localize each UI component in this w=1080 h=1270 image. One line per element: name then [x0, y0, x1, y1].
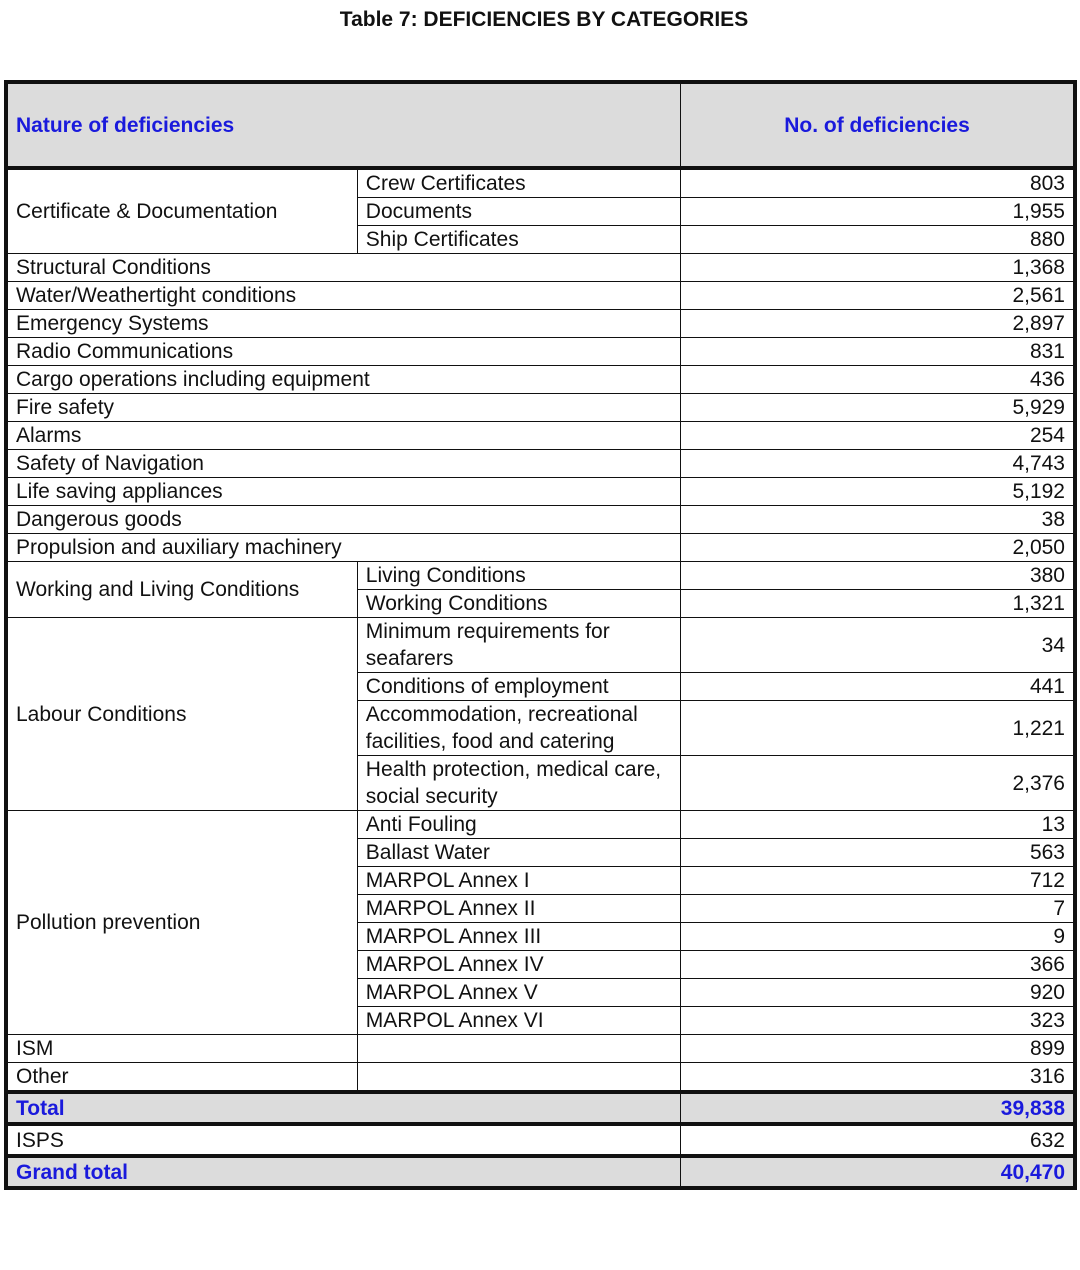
row-label: Alarms: [6, 422, 681, 450]
table-row: [6, 394, 1075, 422]
row-value: 2,376: [681, 756, 1075, 811]
sub-label: MARPOL Annex IV: [357, 951, 680, 979]
grand-total-row: [6, 1156, 1075, 1188]
sub-label: MARPOL Annex I: [357, 867, 680, 895]
group-label-labour: Labour Conditions: [6, 618, 357, 811]
row-value: 1,955: [681, 198, 1075, 226]
row-label: Safety of Navigation: [6, 450, 681, 478]
table-row: [6, 562, 1075, 590]
total-value: 39,838: [681, 1092, 1075, 1124]
row-value: 563: [681, 839, 1075, 867]
row-value: 366: [681, 951, 1075, 979]
sub-label: MARPOL Annex VI: [357, 1007, 680, 1035]
table-row: [6, 534, 1075, 562]
row-value: 34: [681, 618, 1075, 673]
grand-total-label: Grand total: [6, 1156, 681, 1188]
group-label-pollution: Pollution prevention: [6, 811, 357, 1035]
table-row: [6, 1063, 1075, 1093]
table-row: [6, 338, 1075, 366]
sub-label: MARPOL Annex III: [357, 923, 680, 951]
table-row: [6, 254, 1075, 282]
sub-label: MARPOL Annex II: [357, 895, 680, 923]
row-value: 13: [681, 811, 1075, 839]
table-row: [6, 618, 1075, 673]
row-value: 316: [681, 1063, 1075, 1093]
header-nature: Nature of deficiencies: [6, 82, 681, 168]
row-label: Other: [6, 1063, 357, 1093]
row-label: Life saving appliances: [6, 478, 681, 506]
row-value: 1,221: [681, 701, 1075, 756]
sub-label: Ballast Water: [357, 839, 680, 867]
table-row: [6, 811, 1075, 839]
row-value: 5,929: [681, 394, 1075, 422]
row-label: Fire safety: [6, 394, 681, 422]
table-row: [6, 422, 1075, 450]
row-value: 831: [681, 338, 1075, 366]
sub-label: Conditions of employment: [357, 673, 680, 701]
table-row: [6, 1124, 1075, 1156]
row-value: 1,368: [681, 254, 1075, 282]
sub-label: Documents: [357, 198, 680, 226]
empty-cell: [357, 1063, 680, 1093]
row-value: 920: [681, 979, 1075, 1007]
row-label: Structural Conditions: [6, 254, 681, 282]
sub-label: Accommodation, recreational facilities, food and catering: [357, 701, 680, 756]
table-row: [6, 282, 1075, 310]
row-value: 899: [681, 1035, 1075, 1063]
sub-label: Living Conditions: [357, 562, 680, 590]
row-value: 5,192: [681, 478, 1075, 506]
grand-total-value: 40,470: [681, 1156, 1075, 1188]
row-value: 1,321: [681, 590, 1075, 618]
row-label: Cargo operations including equipment: [6, 366, 681, 394]
sub-label: Ship Certificates: [357, 226, 680, 254]
table-row: [6, 478, 1075, 506]
row-value: 4,743: [681, 450, 1075, 478]
row-value: 632: [681, 1124, 1075, 1156]
table-row: [6, 168, 1075, 198]
total-label: Total: [6, 1092, 681, 1124]
row-value: 880: [681, 226, 1075, 254]
row-label: Water/Weathertight conditions: [6, 282, 681, 310]
sub-label: Health protection, medical care, social security: [357, 756, 680, 811]
total-row: [6, 1092, 1075, 1124]
sub-label: Crew Certificates: [357, 168, 680, 198]
table-row: [6, 1035, 1075, 1063]
row-value: 441: [681, 673, 1075, 701]
row-value: 38: [681, 506, 1075, 534]
row-value: 436: [681, 366, 1075, 394]
sub-label: Working Conditions: [357, 590, 680, 618]
row-label: ISPS: [6, 1124, 681, 1156]
row-value: 2,561: [681, 282, 1075, 310]
table-row: [6, 450, 1075, 478]
row-label: Emergency Systems: [6, 310, 681, 338]
row-value: 9: [681, 923, 1075, 951]
table-title: Table 7: DEFICIENCIES BY CATEGORIES: [339, 8, 749, 31]
row-value: 254: [681, 422, 1075, 450]
table-row: [6, 366, 1075, 394]
table-header-row: [6, 82, 1075, 168]
sub-label: Anti Fouling: [357, 811, 680, 839]
header-count: No. of deficiencies: [681, 82, 1075, 168]
row-label: Radio Communications: [6, 338, 681, 366]
row-value: 323: [681, 1007, 1075, 1035]
row-value: 2,897: [681, 310, 1075, 338]
empty-cell: [357, 1035, 680, 1063]
row-value: 7: [681, 895, 1075, 923]
row-value: 712: [681, 867, 1075, 895]
table-row: [6, 310, 1075, 338]
group-label-cert: Certificate & Documentation: [6, 168, 357, 254]
row-label: Propulsion and auxiliary machinery: [6, 534, 681, 562]
group-label-working: Working and Living Conditions: [6, 562, 357, 618]
row-value: 2,050: [681, 534, 1075, 562]
sub-label: Minimum requirements for seafarers: [357, 618, 680, 673]
deficiencies-table: [4, 80, 1077, 1190]
row-label: Dangerous goods: [6, 506, 681, 534]
row-value: 803: [681, 168, 1075, 198]
row-value: 380: [681, 562, 1075, 590]
row-label: ISM: [6, 1035, 357, 1063]
table-row: [6, 506, 1075, 534]
sub-label: MARPOL Annex V: [357, 979, 680, 1007]
